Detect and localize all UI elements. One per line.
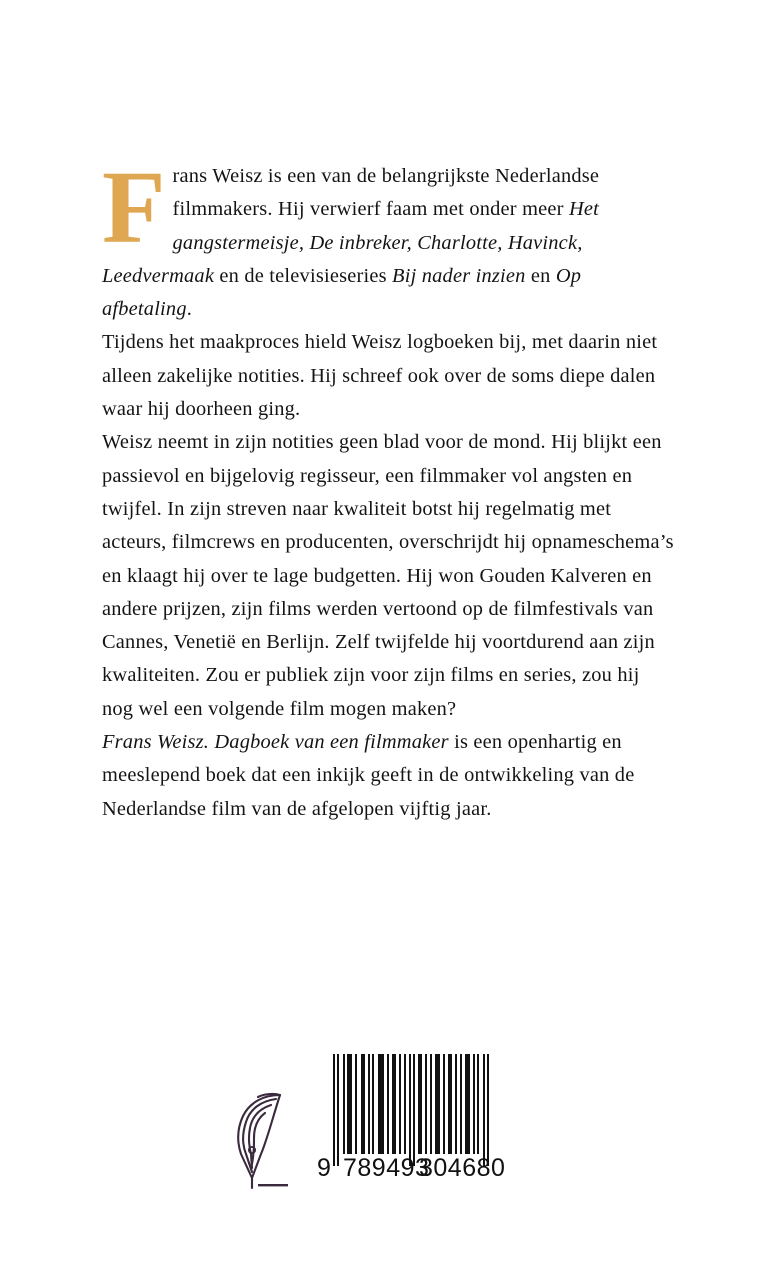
blurb-paragraph-3: Weisz neemt in zijn notities geen blad voor de mond. Hij blijkt een passievol en bijgelovig regisseur, een filmmaker vol angsten en twijfel. In zijn streven naar kwaliteit botst hij regelmatig met acteurs, filmcrews en producenten, overschrijdt hij opnameschema’s en klaagt hij over te lage budgetten. Hij won Gouden Kalveren en andere prijzen, zijn films werden vertoond op de filmfestivals van Cannes, Venetië en Berlijn. Zelf twijfelde hij voortdurend aan zijn kwaliteiten. Zou er publiek zijn voor zijn films en series, zou hij nog wel een volgende film mogen maken? [102, 431, 674, 720]
blurb-paragraph-4-rest: is een openhartig en meeslepend boek dat een inkijk geeft in de ontwikkeling van de Nederlandse film van de afgelopen vijftig jaar. [102, 731, 635, 820]
blurb-paragraph-4 [102, 726, 674, 826]
cover-footer [0, 1050, 784, 1210]
blurb-paragraph-2: Tijdens het maakproces hield Weisz logboeken bij, met daarin niet alleen zakelijke notities. Hij schreef ook over de soms diepe dalen waar hij doorheen ging. [102, 331, 658, 421]
blurb-connector-2: en [525, 264, 556, 287]
drop-cap-letter: F [102, 150, 166, 265]
publisher-logo [228, 1084, 290, 1192]
nib-hole-icon [249, 1147, 255, 1153]
back-cover-blurb [102, 150, 674, 826]
barcode-digit-group-3: 304680 [419, 1154, 506, 1182]
blurb-paragraph-1-tail: . [186, 298, 193, 321]
quill-pen-nib-icon [228, 1084, 290, 1192]
logo-baseline-rule [258, 1184, 288, 1186]
barcode-digit-group-1: 9 [317, 1154, 332, 1182]
film-titles-group-1: Het gangstermeisje, De inbreker, Charlotte, Havinck, Leedvermaak [102, 198, 600, 287]
isbn-barcode [311, 1054, 506, 1206]
series-title-group-2: Bij nader inzien [392, 264, 526, 287]
blurb-paragraph-1 [102, 150, 674, 326]
barcode-digit-group-2: 789493 [343, 1154, 430, 1182]
barcode-digits [311, 1154, 506, 1188]
series-title-group-3: Op afbetaling [102, 264, 582, 321]
blurb-connector-1: en de televisieseries [214, 264, 393, 287]
barcode-bars [311, 1054, 491, 1166]
blurb-lead-text: rans Weisz is een van de belangrijkste Nederlandse filmmakers. Hij verwierf faam met onder meer [172, 165, 600, 221]
book-title: Frans Weisz. Dagboek van een filmmaker [102, 731, 449, 754]
